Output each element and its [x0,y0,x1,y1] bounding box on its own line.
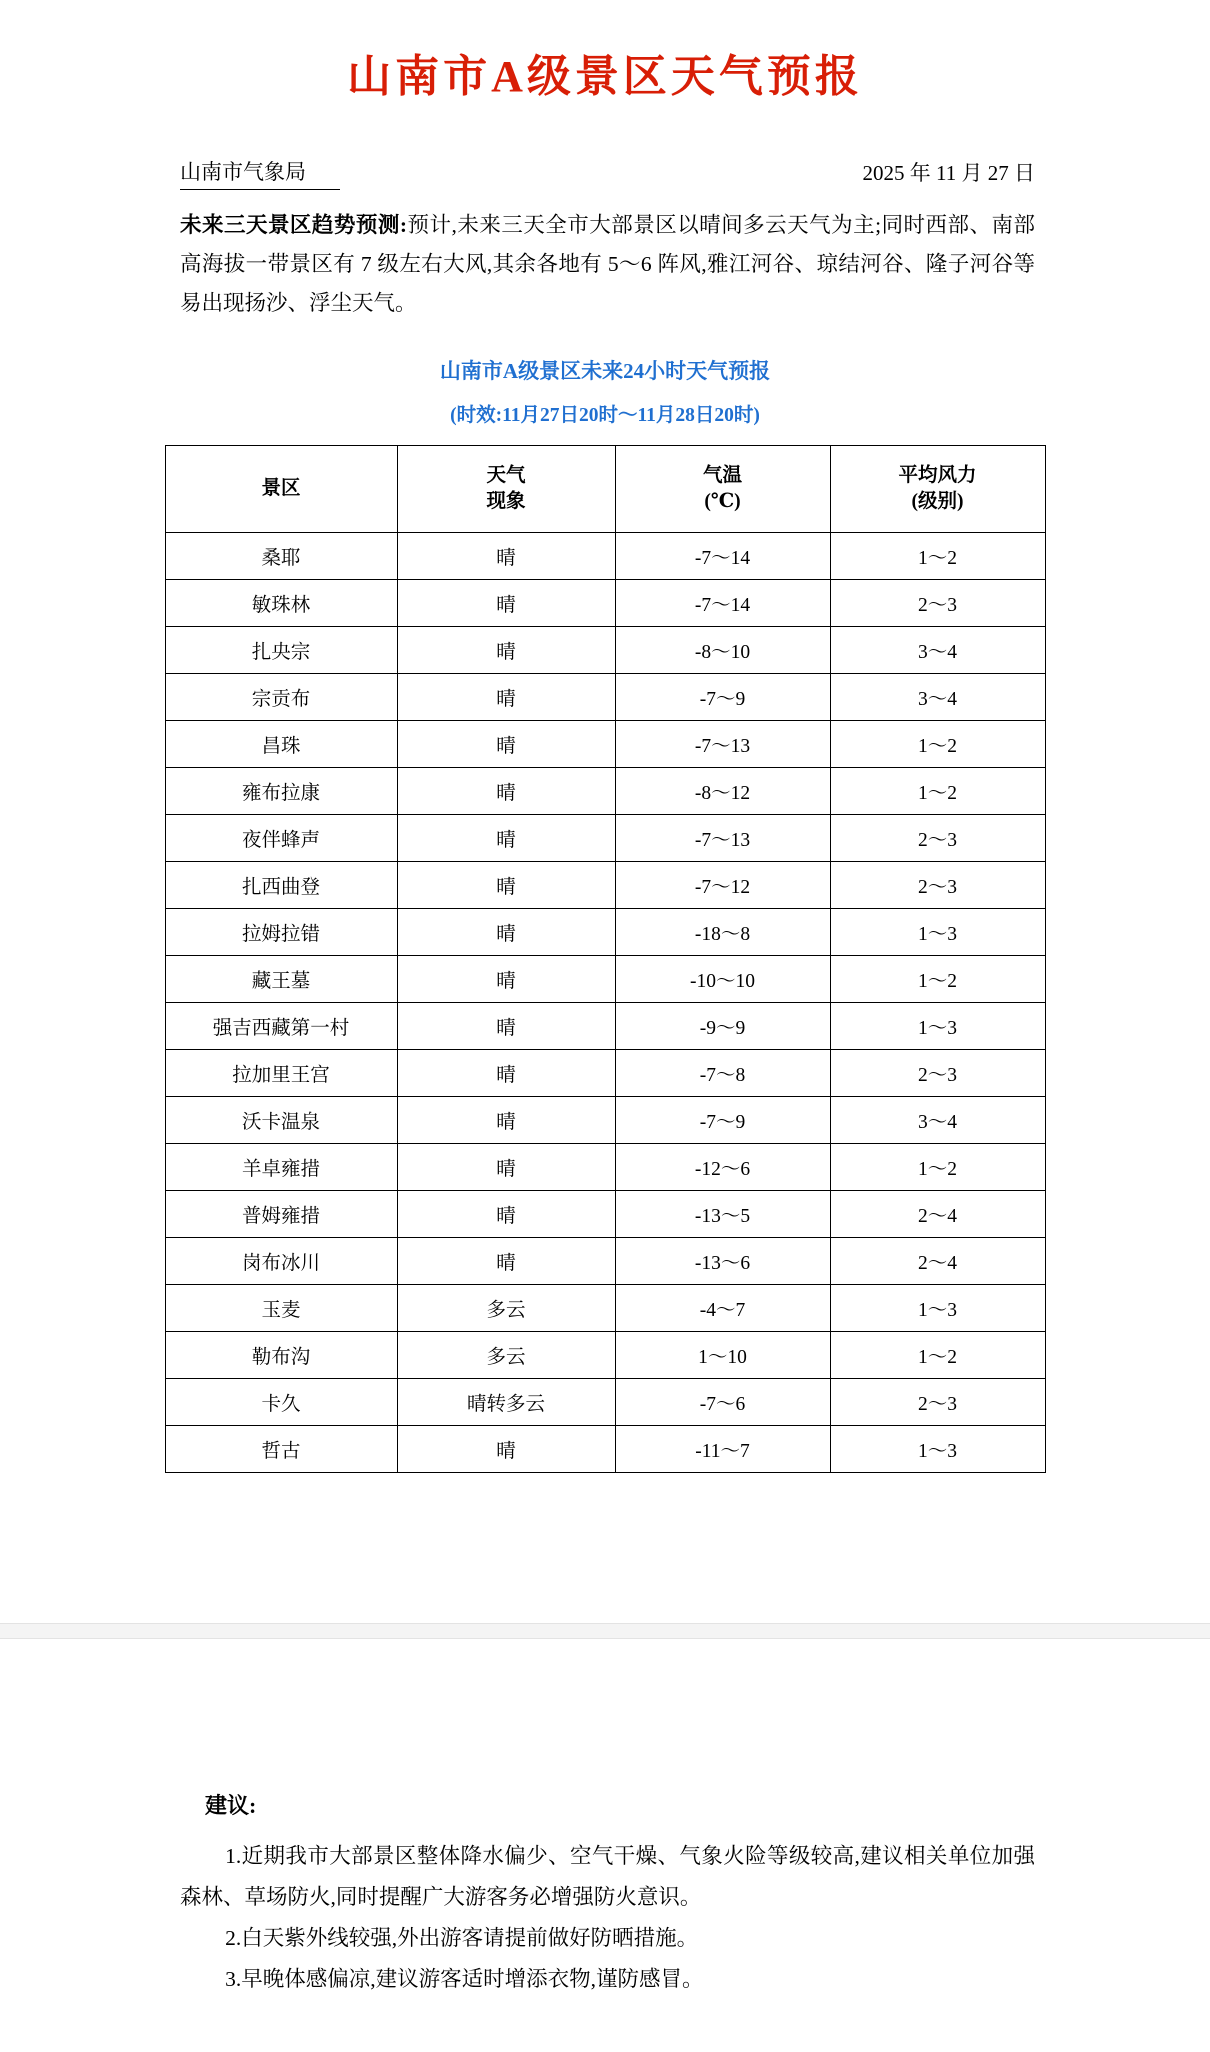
table-row [165,627,1045,674]
cell-weather: 晴 [397,1003,615,1050]
cell-spot: 卡久 [165,1379,397,1426]
table-section-subtitle: (时效:11月27日20时～11月28日20时) [450,405,760,427]
cell-wind: 1～2 [830,721,1045,768]
cell-spot: 藏王墓 [165,956,397,1003]
cell-weather: 晴 [397,533,615,580]
cell-temp: 1～10 [615,1332,830,1379]
table-row [165,1003,1045,1050]
trend-paragraph [180,206,1035,323]
cell-weather: 晴 [397,580,615,627]
cell-temp: -18～8 [615,909,830,956]
cell-temp: -4～7 [615,1285,830,1332]
cell-temp: -7～14 [615,580,830,627]
trend-text: 预计,未来三天全市大部景区以晴间多云天气为主;同时西部、南部高海拔一带景区有 7 级左右大风,其余各地有 5～6 阵风,雅江河谷、琼结河谷、隆子河谷等易出现扬沙、浮尘天气。 [180,213,1035,316]
advice-item: 2.白天紫外线较强,外出游客请提前做好防晒措施。 [225,1926,699,1951]
cell-spot: 羊卓雍措 [165,1144,397,1191]
table-row [165,1144,1045,1191]
cell-weather: 晴 [397,1426,615,1473]
cell-spot: 勒布沟 [165,1332,397,1379]
cell-weather: 晴 [397,1191,615,1238]
cell-temp: -7～9 [615,674,830,721]
cell-spot: 拉姆拉错 [165,909,397,956]
cell-spot: 宗贡布 [165,674,397,721]
cell-weather: 晴 [397,1238,615,1285]
cell-wind: 3～4 [830,674,1045,721]
table-row [165,580,1045,627]
cell-wind: 2～3 [830,1050,1045,1097]
issuer-label: 山南市气象局 [180,156,340,190]
cell-spot: 桑耶 [165,533,397,580]
forecast-table [165,445,1046,1473]
cell-spot: 玉麦 [165,1285,397,1332]
cell-temp: -7～6 [615,1379,830,1426]
table-row [165,721,1045,768]
issue-date: 2025 年 11 月 27 日 [862,161,1035,185]
cell-weather: 晴转多云 [397,1379,615,1426]
table-row [165,956,1045,1003]
table-row [165,1097,1045,1144]
table-row [165,1426,1045,1473]
cell-spot: 敏珠林 [165,580,397,627]
cell-temp: -7～12 [615,862,830,909]
cell-weather: 晴 [397,862,615,909]
cell-wind: 1～2 [830,1332,1045,1379]
table-row [165,815,1045,862]
cell-temp: -12～6 [615,1144,830,1191]
cell-spot: 哲古 [165,1426,397,1473]
table-row [165,674,1045,721]
cell-spot: 岗布冰川 [165,1238,397,1285]
cell-wind: 2～3 [830,580,1045,627]
cell-temp: -7～9 [615,1097,830,1144]
cell-spot: 扎央宗 [165,627,397,674]
advice-item: 3.早晚体感偏凉,建议游客适时增添衣物,谨防感冒。 [225,1966,704,1991]
trend-label: 未来三天景区趋势预测: [180,213,408,237]
table-row [165,1050,1045,1097]
cell-wind: 2～4 [830,1238,1045,1285]
page-title: 山南市A级景区天气预报 [347,52,863,101]
table-section-title: 山南市A级景区未来24小时天气预报 [439,359,771,384]
table-row [165,1379,1045,1426]
cell-spot: 沃卡温泉 [165,1097,397,1144]
cell-temp: -8～12 [615,768,830,815]
cell-weather: 多云 [397,1332,615,1379]
table-header-row [165,446,1045,533]
cell-temp: -13～6 [615,1238,830,1285]
header-spot: 景区 [165,446,397,533]
table-row [165,1332,1045,1379]
page-break-divider [0,1623,1210,1639]
cell-temp: -7～13 [615,721,830,768]
cell-wind: 1～2 [830,1144,1045,1191]
table-row [165,768,1045,815]
cell-wind: 1～2 [830,533,1045,580]
cell-spot: 普姆雍措 [165,1191,397,1238]
cell-wind: 2～3 [830,815,1045,862]
cell-wind: 1～3 [830,1003,1045,1050]
cell-temp: -9～9 [615,1003,830,1050]
cell-wind: 1～2 [830,956,1045,1003]
cell-weather: 多云 [397,1285,615,1332]
table-row [165,909,1045,956]
cell-spot: 夜伴蜂声 [165,815,397,862]
advice-item: 1.近期我市大部景区整体降水偏少、空气干燥、气象火险等级较高,建议相关单位加强森林、草场防火,同时提醒广大游客务必增强防火意识。 [180,1844,1035,1910]
cell-wind: 1～3 [830,1285,1045,1332]
cell-wind: 2～3 [830,862,1045,909]
cell-temp: -7～13 [615,815,830,862]
cell-wind: 1～3 [830,1426,1045,1473]
cell-temp: -13～5 [615,1191,830,1238]
table-row [165,862,1045,909]
table-row [165,1285,1045,1332]
table-row [165,1238,1045,1285]
cell-weather: 晴 [397,674,615,721]
cell-weather: 晴 [397,1097,615,1144]
advice-title: 建议: [205,1793,257,1819]
forecast-table-body [165,533,1045,1473]
cell-wind: 1～2 [830,768,1045,815]
header-wind: 平均风力 (级别) [830,446,1045,533]
cell-temp: -7～8 [615,1050,830,1097]
cell-wind: 2～3 [830,1379,1045,1426]
cell-temp: -8～10 [615,627,830,674]
cell-temp: -11～7 [615,1426,830,1473]
cell-weather: 晴 [397,627,615,674]
table-row [165,533,1045,580]
cell-spot: 扎西曲登 [165,862,397,909]
cell-weather: 晴 [397,768,615,815]
cell-spot: 拉加里王宫 [165,1050,397,1097]
cell-spot: 昌珠 [165,721,397,768]
cell-weather: 晴 [397,909,615,956]
cell-temp: -7～14 [615,533,830,580]
cell-temp: -10～10 [615,956,830,1003]
header-temperature: 气温 (℃) [615,446,830,533]
cell-weather: 晴 [397,815,615,862]
cell-weather: 晴 [397,956,615,1003]
cell-spot: 雍布拉康 [165,768,397,815]
cell-spot: 强吉西藏第一村 [165,1003,397,1050]
document-meta [180,156,1035,190]
cell-wind: 3～4 [830,627,1045,674]
advice-list [180,1836,1035,1999]
header-weather: 天气 现象 [397,446,615,533]
cell-wind: 3～4 [830,1097,1045,1144]
cell-wind: 1～3 [830,909,1045,956]
cell-weather: 晴 [397,721,615,768]
cell-wind: 2～4 [830,1191,1045,1238]
cell-weather: 晴 [397,1144,615,1191]
table-row [165,1191,1045,1238]
cell-weather: 晴 [397,1050,615,1097]
